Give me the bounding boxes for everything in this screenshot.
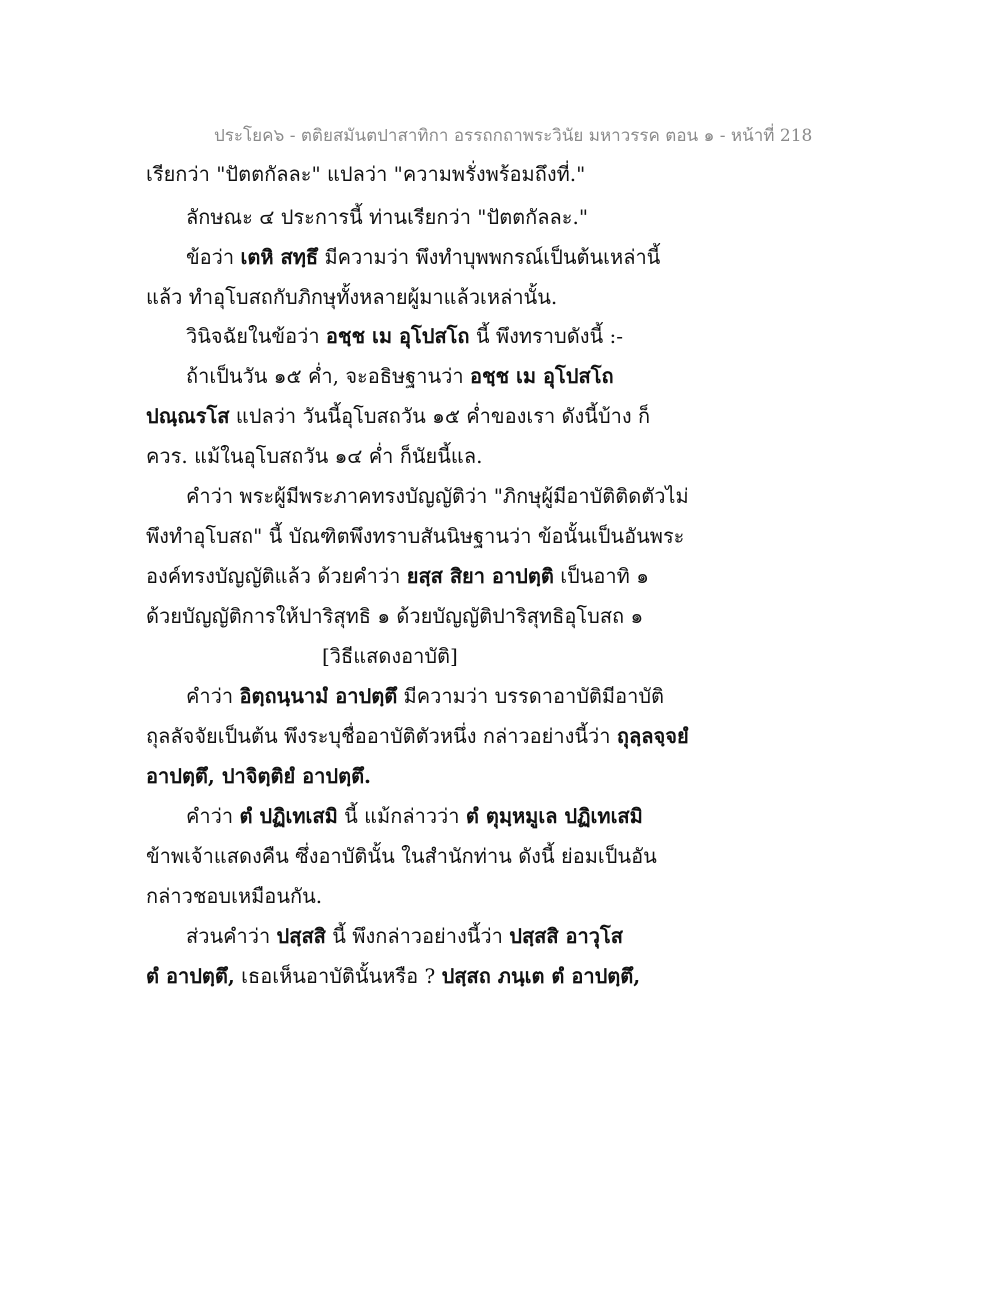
- text-line-20: [186, 922, 623, 950]
- pali-term: ถุลฺลจฺจยํ: [616, 724, 689, 748]
- text-plain: มีความว่า พึงทำบุพพกรณ์เป็นต้นเหล่านี้: [318, 245, 661, 269]
- text-plain: วินิจฉัยในข้อว่า: [186, 324, 326, 348]
- text-plain: แปลว่า วันนี้อุโบสถวัน ๑๕ ค่ำของเรา ดังนี้บ้าง ก็: [229, 404, 651, 428]
- text-line-8: ควร. แม้ในอุโบสถวัน ๑๔ ค่ำ ก็นัยนี้แล.: [146, 444, 483, 468]
- text-plain: นี้ พึงทราบดังนี้ :-: [469, 324, 623, 348]
- text-plain: มีความว่า บรรดาอาบัติมีอาบัติ: [397, 684, 665, 708]
- text-plain: นี้ แม้กล่าวว่า: [337, 804, 466, 828]
- pali-term: ตํ ปฏิเทเสมิ: [239, 804, 338, 828]
- pali-term: อิตฺถนฺนามํ อาปตฺตึ: [239, 684, 398, 708]
- text-line-18: ข้าพเจ้าแสดงคืน ซึ่งอาบัตินั้น ในสำนักท่าน ดังนี้ ย่อมเป็นอัน: [146, 844, 657, 868]
- text-line-9: คำว่า พระผู้มีพระภาคทรงบัญญัติว่า "ภิกษุผู้มีอาบัติติดตัวไม่: [186, 484, 689, 508]
- text-plain: ถ้าเป็นวัน ๑๕ ค่ำ, จะอธิษฐานว่า: [186, 364, 470, 388]
- text-plain: องค์ทรงบัญญัติแล้ว ด้วยคำว่า: [146, 564, 407, 588]
- text-plain: นี้ พึงกล่าวอย่างนี้ว่า: [325, 924, 510, 948]
- text-line-4: แล้ว ทำอุโบสถกับภิกษุทั้งหลายผู้มาแล้วเหล่านั้น.: [146, 285, 558, 309]
- text-plain: เธอเห็นอาบัตินั้นหรือ ?: [234, 964, 442, 988]
- text-line-7: [146, 402, 650, 430]
- text-line-1: เรียกว่า "ปัตตกัลละ" แปลว่า "ความพรั่งพร้อมถึงที่.": [146, 162, 586, 186]
- text-line-10: พึงทำอุโบสถ" นี้ บัณฑิตพึงทราบสันนิษฐานว่า ข้อนั้นเป็นอันพระ: [146, 524, 685, 548]
- text-plain: ถุลลัจจัยเป็นต้น พึงระบุชื่ออาบัติตัวหนึ่ง กล่าวอย่างนี้ว่า: [146, 724, 617, 748]
- text-line-11: [146, 562, 649, 590]
- text-line-6: [186, 362, 614, 390]
- page-header: ประโยค๖ - ตติยสมันตปาสาทิกา อรรถกถาพระวินัย มหาวรรค ตอน ๑ - หน้าที่ 218: [214, 126, 813, 146]
- section-heading: [วิธีแสดงอาบัติ]: [322, 644, 458, 668]
- pali-term: ปสฺสถ ภนฺเต ตํ อาปตฺตึ,: [441, 964, 641, 988]
- text-line-17: [186, 802, 643, 830]
- pali-term: อชฺช เม อุโปสโถ: [469, 364, 614, 388]
- pali-term: ปณฺณรโส: [146, 404, 230, 428]
- text-line-21: [146, 962, 640, 990]
- pali-term: เตหิ สทฺธึ: [240, 245, 319, 269]
- pali-term: ปสฺสสิ: [276, 924, 326, 948]
- pali-term: ตํ ตุมฺหมูเล ปฏิเทเสมิ: [465, 804, 643, 828]
- text-line-14: [186, 682, 664, 710]
- text-line-19: กล่าวชอบเหมือนกัน.: [146, 884, 323, 908]
- text-plain: คำว่า: [186, 684, 240, 708]
- text-line-16: อาปตฺตึ, ปาจิตฺติยํ อาปตฺตึ.: [146, 764, 372, 788]
- text-line-2: ลักษณะ ๔ ประการนี้ ท่านเรียกว่า "ปัตตกัลละ.": [186, 205, 589, 229]
- text-plain: ส่วนคำว่า: [186, 924, 277, 948]
- text-plain: ข้อว่า: [186, 245, 241, 269]
- pali-term: ตํ อาปตฺตึ,: [146, 964, 235, 988]
- text-line-3: [186, 243, 660, 271]
- text-line-15: [146, 722, 689, 750]
- text-line-12: ด้วยบัญญัติการให้ปาริสุทธิ ๑ ด้วยบัญญัติปาริสุทธิอุโบสถ ๑: [146, 604, 644, 628]
- text-plain: เป็นอาทิ ๑: [553, 564, 649, 588]
- text-line-5: [186, 322, 623, 350]
- pali-term: อชฺช เม อุโปสโถ: [325, 324, 470, 348]
- pali-term: ยสฺส สิยา อาปตฺติ: [406, 564, 554, 588]
- pali-term: ปสฺสสิ อาวุโส: [509, 924, 623, 948]
- text-plain: คำว่า: [186, 804, 240, 828]
